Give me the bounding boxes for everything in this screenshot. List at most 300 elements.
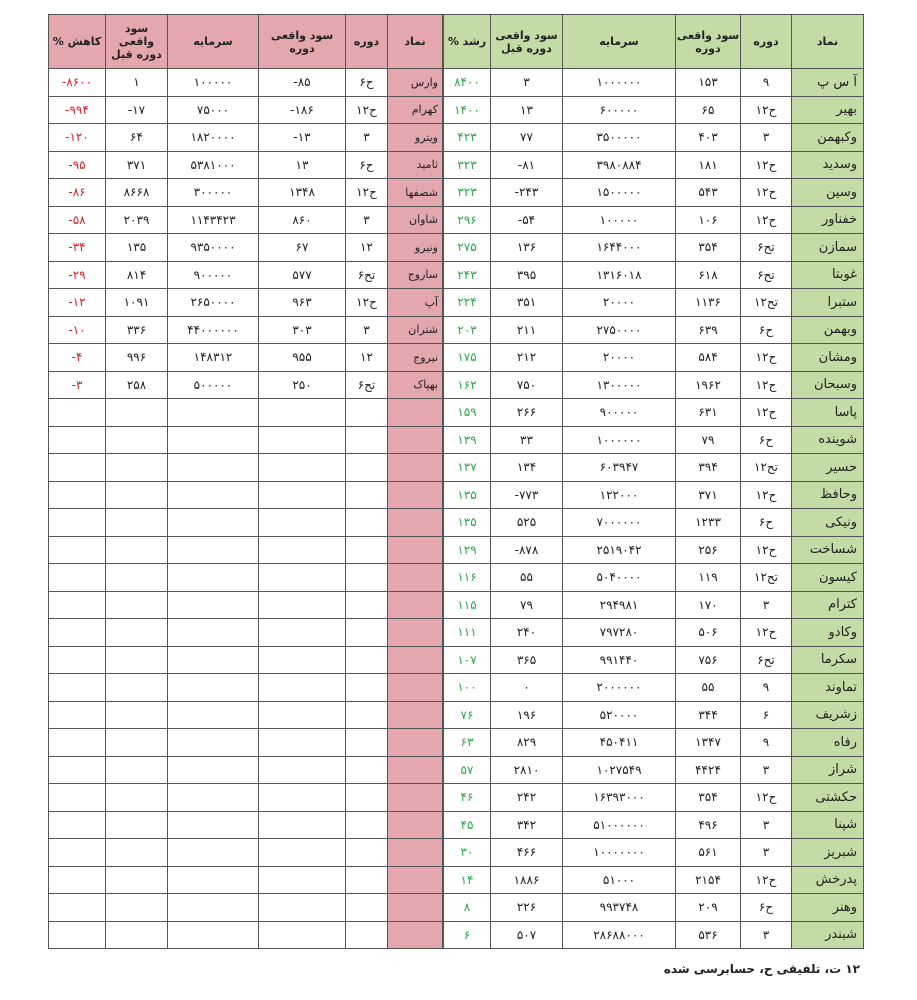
capital-cell: ۹۰۰۰۰۰ [168,261,259,289]
empty-row [49,866,443,894]
decline-table [48,14,443,949]
real-profit-cell: ۴۴۲۴ [676,756,741,784]
empty-cell [259,784,346,812]
real-profit-cell: ۸۶۰ [259,206,346,234]
growth-row [444,234,864,262]
capital-cell: ۱۰۰۰۰۰ [563,206,676,234]
empty-cell [259,619,346,647]
empty-cell [49,811,106,839]
growth-row [444,619,864,647]
empty-cell [106,591,168,619]
empty-cell [168,729,259,757]
decline-pct-cell: -۱۲ [49,289,106,317]
empty-cell [106,921,168,949]
decline-row [49,206,443,234]
capital-cell: ۵۳۸۱۰۰۰ [168,151,259,179]
symbol-cell: شتران [388,316,443,344]
prev-profit-cell: ۳۵۱ [491,289,563,317]
capital-cell: ۲۶۵۰۰۰۰ [168,289,259,317]
prev-profit-cell: -۵۴ [491,206,563,234]
empty-cell [259,866,346,894]
capital-cell: ۵۱۰۰۰ [563,866,676,894]
empty-cell [106,564,168,592]
capital-cell: ۷۹۷۲۸۰ [563,619,676,647]
growth-row [444,371,864,399]
prev-profit-cell: ۲۱۱ [491,316,563,344]
decline-row [49,234,443,262]
prev-profit-cell: ۷۵۰ [491,371,563,399]
empty-cell [388,729,443,757]
symbol-cell: وسین [792,179,864,207]
empty-cell [106,701,168,729]
symbol-cell: حسیر [792,454,864,482]
capital-cell: ۳۹۸۰۸۸۴ [563,151,676,179]
empty-cell [388,619,443,647]
empty-cell [168,591,259,619]
growth-pct-cell: ۱۵۹ [444,399,491,427]
symbol-cell: وکبهمن [792,124,864,152]
empty-row [49,701,443,729]
empty-cell [388,894,443,922]
growth-pct-cell: ۳۲۳ [444,179,491,207]
prev-profit-cell: ۵۲۵ [491,509,563,537]
capital-cell: ۱۰۰۰۰۰ [168,69,259,97]
empty-cell [259,426,346,454]
growth-row [444,481,864,509]
real-profit-cell: -۱۳ [259,124,346,152]
empty-cell [168,536,259,564]
prev-profit-cell: -۱۷ [106,96,168,124]
empty-row [49,729,443,757]
capital-cell: ۲۰۰۰۰ [563,344,676,372]
decline-row [49,371,443,399]
decline-row [49,151,443,179]
empty-cell [49,536,106,564]
period-cell: ۳ [741,124,792,152]
capital-cell: ۲۵۱۹۰۴۲ [563,536,676,564]
real-profit-cell: ۱۳ [259,151,346,179]
capital-cell: ۹۹۱۴۴۰ [563,646,676,674]
prev-profit-header: سود واقعی دوره قبل [491,15,563,69]
prev-profit-cell: ۱۰۹۱ [106,289,168,317]
empty-cell [168,784,259,812]
real-profit-cell: ۹۶۳ [259,289,346,317]
real-profit-cell: ۵۸۴ [676,344,741,372]
empty-cell [106,674,168,702]
period-cell: ۱۲ح [741,536,792,564]
growth-row [444,811,864,839]
growth-pct-cell: ۲۰۳ [444,316,491,344]
decline-pct-cell: -۸۶۰۰ [49,69,106,97]
empty-cell [49,894,106,922]
period-cell: ۳ [741,591,792,619]
capital-cell: ۱۳۰۰۰۰۰ [563,371,676,399]
symbol-cell: سمازن [792,234,864,262]
capital-cell: ۱۱۴۳۴۲۳ [168,206,259,234]
growth-row [444,179,864,207]
capital-cell: ۱۳۱۶۰۱۸ [563,261,676,289]
symbol-cell: ونیکی [792,509,864,537]
symbol-cell: کیسون [792,564,864,592]
real-profit-cell: ۱۵۳ [676,69,741,97]
capital-cell: ۲۷۵۰۰۰۰ [563,316,676,344]
decline-row [49,96,443,124]
empty-cell [168,756,259,784]
capital-cell: ۱۲۲۰۰۰ [563,481,676,509]
real-profit-cell: ۱۱۳۶ [676,289,741,317]
empty-cell [388,591,443,619]
prev-profit-cell: -۷۷۳ [491,481,563,509]
empty-cell [49,619,106,647]
real-profit-cell: ۱۱۹ [676,564,741,592]
prev-profit-cell: ۲۵۸ [106,371,168,399]
capital-cell: ۳۵۰۰۰۰۰ [563,124,676,152]
period-cell: ۳ [741,839,792,867]
capital-cell: ۱۰۰۰۰۰۰۰ [563,839,676,867]
prev-profit-cell: ۷۷ [491,124,563,152]
real-profit-header: سود واقعی دوره [259,15,346,69]
empty-row [49,481,443,509]
growth-pct-cell: ۴۵ [444,811,491,839]
growth-pct-cell: ۱۱۵ [444,591,491,619]
empty-row [49,426,443,454]
empty-cell [346,536,388,564]
decline-pct-cell: -۳ [49,371,106,399]
decline-row [49,124,443,152]
symbol-cell: کهرام [388,96,443,124]
growth-row [444,289,864,317]
real-profit-cell: -۸۵ [259,69,346,97]
empty-cell [346,811,388,839]
capital-cell: ۲۹۴۹۸۱ [563,591,676,619]
empty-cell [259,454,346,482]
growth-row [444,894,864,922]
prev-profit-header: سود واقعی دوره قبل [106,15,168,69]
empty-cell [388,646,443,674]
period-cell: ۹ [741,69,792,97]
empty-cell [106,784,168,812]
decline-row [49,289,443,317]
period-header: دوره [741,15,792,69]
symbol-cell: ومشان [792,344,864,372]
growth-row [444,591,864,619]
empty-cell [168,866,259,894]
growth-row [444,921,864,949]
capital-header: سرمایه [563,15,676,69]
period-cell: ۶تح [741,646,792,674]
empty-cell [346,784,388,812]
empty-cell [259,509,346,537]
symbol-cell: ستبرا [792,289,864,317]
capital-header: سرمایه [168,15,259,69]
capital-cell: ۴۴۰۰۰۰۰۰ [168,316,259,344]
symbol-cell: پدرخش [792,866,864,894]
empty-cell [168,426,259,454]
decline-pct-cell: -۱۰ [49,316,106,344]
period-cell: ۱۲ح [741,179,792,207]
empty-cell [388,701,443,729]
capital-cell: ۲۸۶۸۸۰۰۰ [563,921,676,949]
symbol-cell: پاسا [792,399,864,427]
empty-row [49,454,443,482]
growth-pct-cell: ۱۰۰ [444,674,491,702]
growth-row [444,96,864,124]
symbol-cell: زشریف [792,701,864,729]
symbol-cell: حکشتی [792,784,864,812]
empty-cell [168,701,259,729]
empty-cell [168,509,259,537]
real-profit-cell: ۱۹۶۲ [676,371,741,399]
empty-cell [259,921,346,949]
footnote: ۱۲ ت، تلفیقی ح، حسابرسی شده [663,962,860,976]
empty-cell [388,399,443,427]
empty-cell [49,509,106,537]
decline-row [49,69,443,97]
prev-profit-cell: ۳۷۱ [106,151,168,179]
empty-row [49,921,443,949]
growth-row [444,784,864,812]
empty-cell [106,481,168,509]
empty-cell [259,674,346,702]
growth-pct-cell: ۶ [444,921,491,949]
empty-cell [259,811,346,839]
period-cell: ۶ح [741,426,792,454]
decline-pct-header: % کاهش [49,15,106,69]
real-profit-cell: ۷۹ [676,426,741,454]
period-cell: ۱۲ح [741,371,792,399]
symbol-cell: سکرما [792,646,864,674]
empty-cell [106,509,168,537]
growth-row [444,839,864,867]
empty-cell [168,646,259,674]
capital-cell: ۳۰۰۰۰۰ [168,179,259,207]
empty-cell [259,894,346,922]
prev-profit-cell: ۱۳۶ [491,234,563,262]
period-cell: ۱۲ح [346,96,388,124]
empty-cell [106,839,168,867]
prev-profit-cell: ۱۸۸۶ [491,866,563,894]
symbol-cell: شبریز [792,839,864,867]
decline-pct-cell: -۹۹۴ [49,96,106,124]
capital-cell: ۵۰۴۰۰۰۰ [563,564,676,592]
empty-cell [388,564,443,592]
growth-row [444,729,864,757]
period-cell: ۶ح [346,151,388,179]
empty-row [49,564,443,592]
capital-cell: ۵۲۰۰۰۰ [563,701,676,729]
symbol-cell: خفناور [792,206,864,234]
empty-cell [106,866,168,894]
empty-cell [106,536,168,564]
empty-cell [168,894,259,922]
empty-row [49,399,443,427]
growth-pct-cell: ۳۲۳ [444,151,491,179]
growth-pct-cell: ۱۳۷ [444,454,491,482]
capital-cell: ۲۰۰۰۰ [563,289,676,317]
period-cell: ۶ح [741,316,792,344]
prev-profit-cell: ۵۰۷ [491,921,563,949]
growth-row [444,646,864,674]
real-profit-cell: ۲۵۶ [676,536,741,564]
empty-row [49,509,443,537]
period-header: دوره [346,15,388,69]
symbol-cell: شساخت [792,536,864,564]
empty-cell [106,756,168,784]
empty-cell [49,481,106,509]
prev-profit-cell: ۱۹۶ [491,701,563,729]
empty-cell [346,564,388,592]
decline-pct-cell: -۲۹ [49,261,106,289]
period-cell: ۳ [741,756,792,784]
empty-cell [49,784,106,812]
growth-row [444,344,864,372]
empty-cell [388,481,443,509]
real-profit-cell: ۳۹۴ [676,454,741,482]
period-cell: ۱۲ح [741,399,792,427]
real-profit-cell: ۳۷۱ [676,481,741,509]
empty-cell [346,701,388,729]
empty-cell [49,701,106,729]
growth-pct-cell: ۵۷ [444,756,491,784]
empty-cell [49,866,106,894]
capital-cell: ۱۰۰۰۰۰۰ [563,69,676,97]
capital-cell: ۱۰۲۷۵۴۹ [563,756,676,784]
growth-row [444,124,864,152]
real-profit-cell: ۱۳۴۷ [676,729,741,757]
real-profit-cell: ۱۸۱ [676,151,741,179]
growth-pct-cell: ۱۱۶ [444,564,491,592]
empty-cell [168,839,259,867]
empty-cell [49,591,106,619]
empty-cell [49,454,106,482]
growth-row [444,261,864,289]
real-profit-cell: ۲۱۵۴ [676,866,741,894]
period-cell: ۶تح [741,234,792,262]
prev-profit-cell: ۲۲۶ [491,894,563,922]
growth-pct-cell: ۱۳۹ [444,426,491,454]
symbol-cell: بهپاک [388,371,443,399]
decline-pct-cell: -۸۶ [49,179,106,207]
empty-cell [346,729,388,757]
real-profit-cell: ۶۵ [676,96,741,124]
real-profit-cell: ۱۳۴۸ [259,179,346,207]
symbol-cell: وحافظ [792,481,864,509]
real-profit-cell: ۴۰۳ [676,124,741,152]
period-cell: ۶ح [741,509,792,537]
empty-cell [346,756,388,784]
empty-cell [259,756,346,784]
capital-cell: ۶۰۳۹۴۷ [563,454,676,482]
period-cell: ۹ [741,674,792,702]
decline-header-row [49,15,443,69]
decline-row [49,261,443,289]
period-cell: ۳ [346,124,388,152]
period-cell: ۱۲ [346,344,388,372]
period-cell: ۱۲ح [741,96,792,124]
symbol-cell: رفاه [792,729,864,757]
empty-row [49,536,443,564]
symbol-cell: ویترو [388,124,443,152]
empty-cell [259,564,346,592]
capital-cell: ۱۴۸۳۱۲ [168,344,259,372]
growth-pct-cell: ۱۳۵ [444,509,491,537]
growth-pct-cell: ۸۴۰۰ [444,69,491,97]
empty-cell [49,756,106,784]
empty-cell [259,481,346,509]
decline-pct-cell: -۹۵ [49,151,106,179]
growth-pct-cell: ۳۰ [444,839,491,867]
capital-cell: ۱۸۲۰۰۰۰ [168,124,259,152]
empty-cell [259,591,346,619]
empty-row [49,646,443,674]
decline-row [49,344,443,372]
prev-profit-cell: ۵۵ [491,564,563,592]
period-cell: ۳ [741,811,792,839]
symbol-cell: وکادو [792,619,864,647]
decline-pct-cell: -۳۴ [49,234,106,262]
growth-pct-cell: ۲۲۴ [444,289,491,317]
prev-profit-cell: ۳۳ [491,426,563,454]
empty-row [49,619,443,647]
prev-profit-cell: -۸۱ [491,151,563,179]
empty-cell [168,399,259,427]
period-cell: ۱۲تح [741,289,792,317]
growth-pct-cell: ۱۴۰۰ [444,96,491,124]
empty-cell [346,454,388,482]
empty-cell [346,591,388,619]
real-profit-cell: ۹۵۵ [259,344,346,372]
empty-cell [106,399,168,427]
growth-pct-cell: ۴۶ [444,784,491,812]
capital-cell: ۹۰۰۰۰۰ [563,399,676,427]
empty-cell [388,674,443,702]
empty-cell [346,399,388,427]
prev-profit-cell: ۳۴۲ [491,811,563,839]
capital-cell: ۱۵۰۰۰۰۰ [563,179,676,207]
real-profit-cell: ۳۵۴ [676,784,741,812]
period-cell: ۱۲ [346,234,388,262]
empty-cell [168,921,259,949]
decline-pct-cell: -۵۸ [49,206,106,234]
period-cell: ۶ح [346,69,388,97]
growth-pct-cell: ۱۷۵ [444,344,491,372]
growth-pct-cell: ۲۹۶ [444,206,491,234]
symbol-cell: وبهمن [792,316,864,344]
period-cell: ۱۲ح [741,206,792,234]
decline-pct-cell: -۴ [49,344,106,372]
prev-profit-cell: ۳۹۵ [491,261,563,289]
real-profit-cell: ۲۰۹ [676,894,741,922]
real-profit-cell: ۶۷ [259,234,346,262]
empty-row [49,811,443,839]
real-profit-cell: ۶۳۹ [676,316,741,344]
empty-cell [388,756,443,784]
symbol-cell: غوبتا [792,261,864,289]
symbol-cell: کترام [792,591,864,619]
empty-cell [49,839,106,867]
empty-cell [388,921,443,949]
growth-pct-cell: ۴۲۳ [444,124,491,152]
empty-cell [106,811,168,839]
period-cell: ۳ [741,921,792,949]
capital-cell: ۷۵۰۰۰ [168,96,259,124]
capital-cell: ۹۳۵۰۰۰۰ [168,234,259,262]
growth-row [444,536,864,564]
growth-row [444,316,864,344]
empty-cell [388,509,443,537]
growth-row [444,454,864,482]
empty-cell [49,399,106,427]
